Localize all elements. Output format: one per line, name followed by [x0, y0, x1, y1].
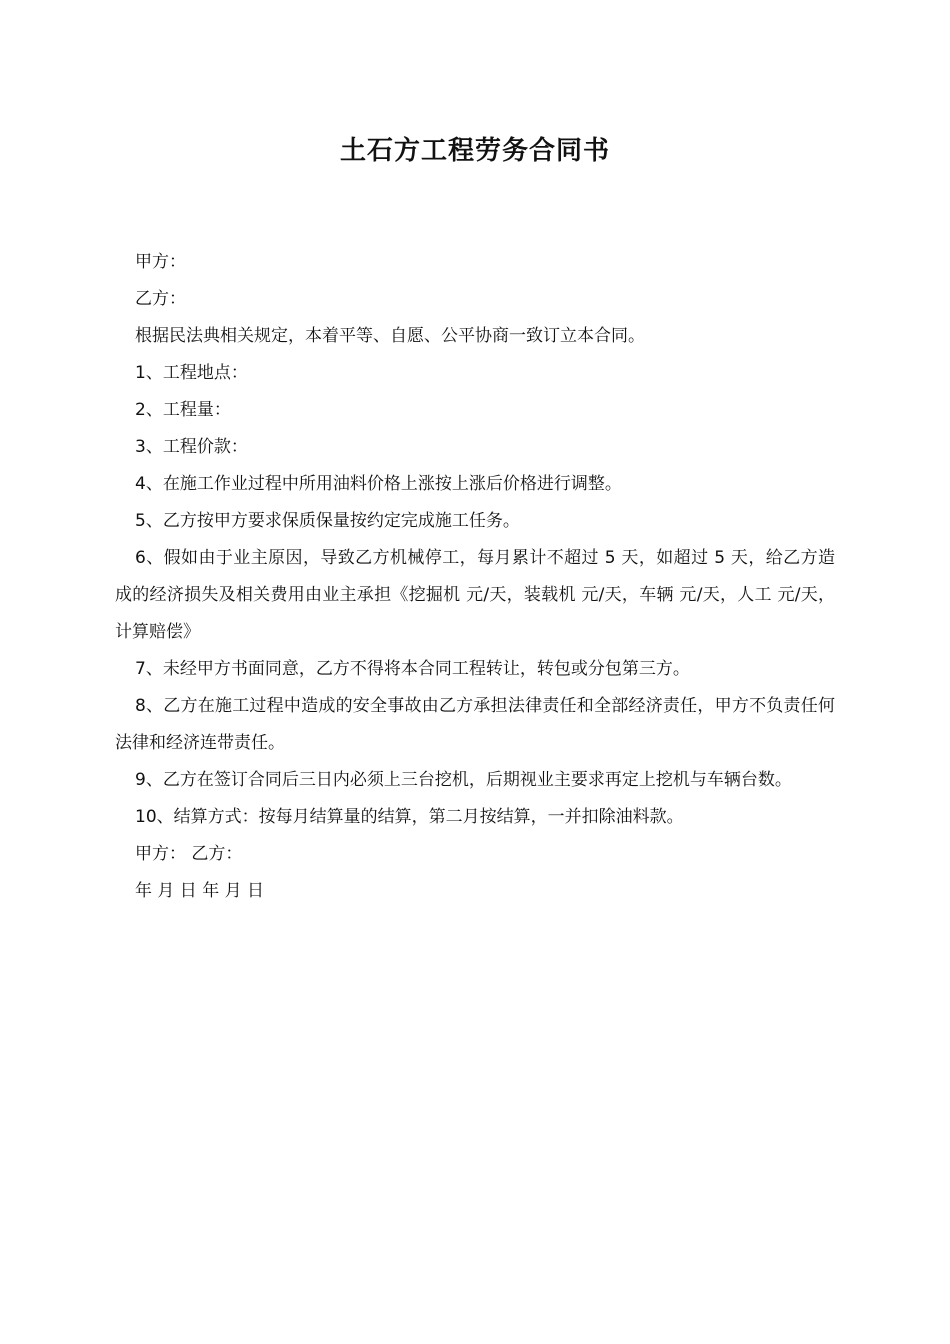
clause-1-location: 1、工程地点： — [135, 363, 248, 383]
signature-parties-line: 甲方： 乙方： — [135, 844, 243, 864]
document-title: 土石方工程劳务合同书 — [339, 136, 610, 166]
clause-8-safety: 8、乙方在施工过程中造成的安全事故由乙方承担法律责任和全部经济责任，甲方不负责任何法律和经济连带责任。 — [115, 696, 835, 753]
party-b-line: 乙方： — [135, 289, 186, 309]
party-a-line: 甲方： — [135, 252, 186, 272]
clause-6-stoppage: 6、假如由于业主原因，导致乙方机械停工，每月累计不超过 5 天，如超过 5 天，给乙方造成的经济损失及相关费用由业主承担《挖掘机 元/天，装载机 元/天，车辆 元/天，人工 元/天，计算赔偿》 — [115, 548, 835, 642]
clause-5-quality: 5、乙方按甲方要求保质保量按约定完成施工任务。 — [135, 511, 520, 531]
clause-7-transfer: 7、未经甲方书面同意，乙方不得将本合同工程转让，转包或分包第三方。 — [135, 659, 690, 679]
clause-10-settlement: 10、结算方式：按每月结算量的结算，第二月按结算，一并扣除油料款。 — [135, 807, 684, 827]
clause-4-fuel-price: 4、在施工作业过程中所用油料价格上涨按上涨后价格进行调整。 — [135, 474, 622, 494]
signature-date-line: 年 月 日 年 月 日 — [135, 881, 265, 901]
clause-9-excavators: 9、乙方在签订合同后三日内必须上三台挖机，后期视业主要求再定上挖机与车辆台数。 — [135, 770, 792, 790]
document-body — [115, 244, 835, 910]
clause-2-quantity: 2、工程量： — [135, 400, 231, 420]
preamble-paragraph: 根据民法典相关规定，本着平等、自愿、公平协商一致订立本合同。 — [135, 326, 645, 346]
clause-3-price: 3、工程价款： — [135, 437, 248, 457]
